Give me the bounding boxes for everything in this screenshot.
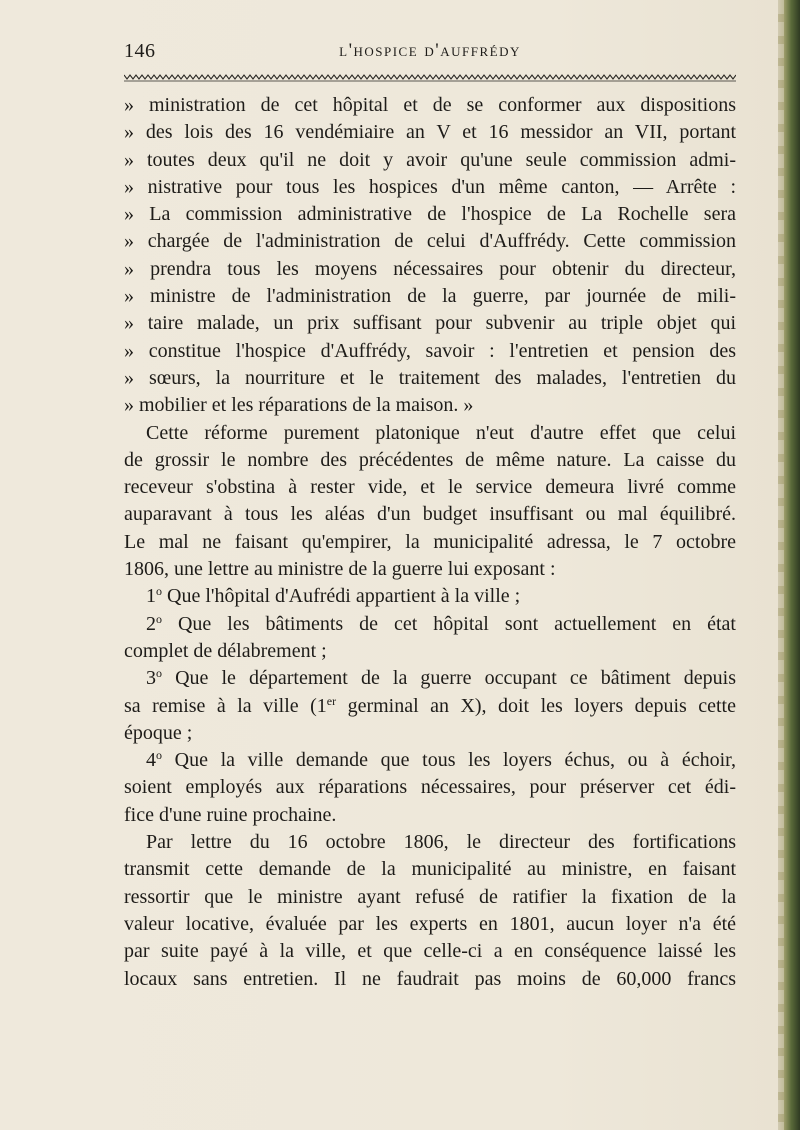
text-line-content: 1806, une lettre au ministre de la guerre lui exposant :	[124, 558, 556, 581]
text-line	[124, 720, 736, 747]
text-line	[124, 665, 736, 692]
text-line	[124, 501, 736, 528]
text-line	[124, 638, 736, 665]
text-line-content: Le mal ne faisant qu'empirer, la municipalité adressa, le 7 octobre	[124, 530, 736, 553]
text-line	[124, 283, 736, 310]
text-line-content: » des lois des 16 vendémiaire an V et 16 messidor an VII, portant	[124, 121, 736, 144]
text-line	[124, 92, 736, 119]
text-line-content: 3$^o$ Que le département de la guerre occupant ce bâtiment depuis	[146, 666, 736, 690]
text-line	[124, 938, 736, 965]
text-line-content: » taire malade, un prix suffisant pour subvenir au triple objet qui	[124, 312, 736, 335]
text-line	[124, 474, 736, 501]
running-title: l'hospice d'auffrédy	[339, 40, 521, 61]
text-line	[124, 174, 736, 201]
text-line-content: Cette réforme purement platonique n'eut d'autre effet que celui	[146, 421, 736, 444]
text-line	[124, 147, 736, 174]
text-line-content: » constitue l'hospice d'Auffrédy, savoir : l'entretien et pension des	[124, 339, 736, 362]
text-line-content: » prendra tous les moyens nécessaires pour obtenir du directeur,	[124, 257, 736, 280]
decorative-rule	[124, 74, 736, 82]
page-edge	[778, 0, 800, 1130]
text-line	[124, 611, 736, 638]
text-line	[124, 201, 736, 228]
text-line-content: 1$^o$ Que l'hôpital d'Aufrédi appartient à la ville ;	[146, 584, 521, 608]
text-line-content: receveur s'obstina à rester vide, et le service demeura livré comme	[124, 476, 736, 499]
text-line	[124, 693, 736, 720]
text-line-content: de grossir le nombre des précédentes de même nature. La caisse du	[124, 448, 736, 471]
text-line	[124, 447, 736, 474]
text-line-content: » nistrative pour tous les hospices d'un même canton, — Arrête :	[124, 175, 736, 198]
text-line	[124, 256, 736, 283]
text-line	[124, 529, 736, 556]
text-line-content: Par lettre du 16 octobre 1806, le directeur des fortifications	[146, 831, 736, 854]
text-line	[124, 747, 736, 774]
text-line	[124, 338, 736, 365]
text-line-content: valeur locative, évaluée par les experts en 1801, aucun loyer n'a été	[124, 912, 736, 935]
text-line-content: » La commission administrative de l'hospice de La Rochelle sera	[124, 203, 736, 226]
text-line-content: fice d'une ruine prochaine.	[124, 803, 337, 826]
text-line-content: 4$^o$ Que la ville demande que tous les loyers échus, ou à échoir,	[146, 748, 736, 772]
text-line	[124, 556, 736, 583]
text-line-content: » ministre de l'administration de la guerre, par journée de mili-	[124, 285, 736, 308]
text-line-content: 2$^o$ Que les bâtiments de cet hôpital sont actuellement en état	[146, 611, 736, 635]
text-line-content: époque ;	[124, 721, 193, 744]
text-line-content: » chargée de l'administration de celui d'Auffrédy. Cette commission	[124, 230, 736, 253]
page-header	[124, 40, 736, 70]
text-line-content: complet de délabrement ;	[124, 639, 327, 662]
text-line	[124, 119, 736, 146]
text-line	[124, 966, 736, 993]
text-line	[124, 365, 736, 392]
text-line-content: » sœurs, la nourriture et le traitement des malades, l'entretien du	[124, 366, 736, 389]
text-line	[124, 310, 736, 337]
text-line-content: ressortir que le ministre ayant refusé de ratifier la fixation de la	[124, 885, 736, 908]
text-line	[124, 774, 736, 801]
text-line	[124, 420, 736, 447]
text-line-content: » toutes deux qu'il ne doit y avoir qu'une seule commission admi-	[124, 148, 736, 171]
text-line	[124, 856, 736, 883]
text-line	[124, 884, 736, 911]
page-number: 146	[124, 40, 156, 62]
text-line	[124, 228, 736, 255]
text-line-content: transmit cette demande de la municipalité au ministre, en faisant	[124, 858, 736, 881]
text-line-content: sa remise à la ville (1er germinal an X), doit les loyers depuis cette	[124, 693, 736, 717]
text-line-content: soient employés aux réparations nécessaires, pour préserver cet édi-	[124, 776, 736, 799]
body-text	[124, 92, 736, 993]
text-line-content: par suite payé à la ville, et que celle-ci a en conséquence laissé les	[124, 940, 736, 963]
text-line	[124, 829, 736, 856]
text-line-content: locaux sans entretien. Il ne faudrait pas moins de 60,000 francs	[124, 967, 736, 990]
text-line-content: auparavant à tous les aléas d'un budget insuffisant ou mal équilibré.	[124, 503, 736, 526]
text-line	[124, 392, 736, 419]
text-line-content: » mobilier et les réparations de la maison. »	[124, 394, 474, 417]
text-line-content: » ministration de cet hôpital et de se conformer aux dispositions	[124, 94, 736, 116]
text-line	[124, 583, 736, 610]
text-line	[124, 802, 736, 829]
text-line	[124, 911, 736, 938]
